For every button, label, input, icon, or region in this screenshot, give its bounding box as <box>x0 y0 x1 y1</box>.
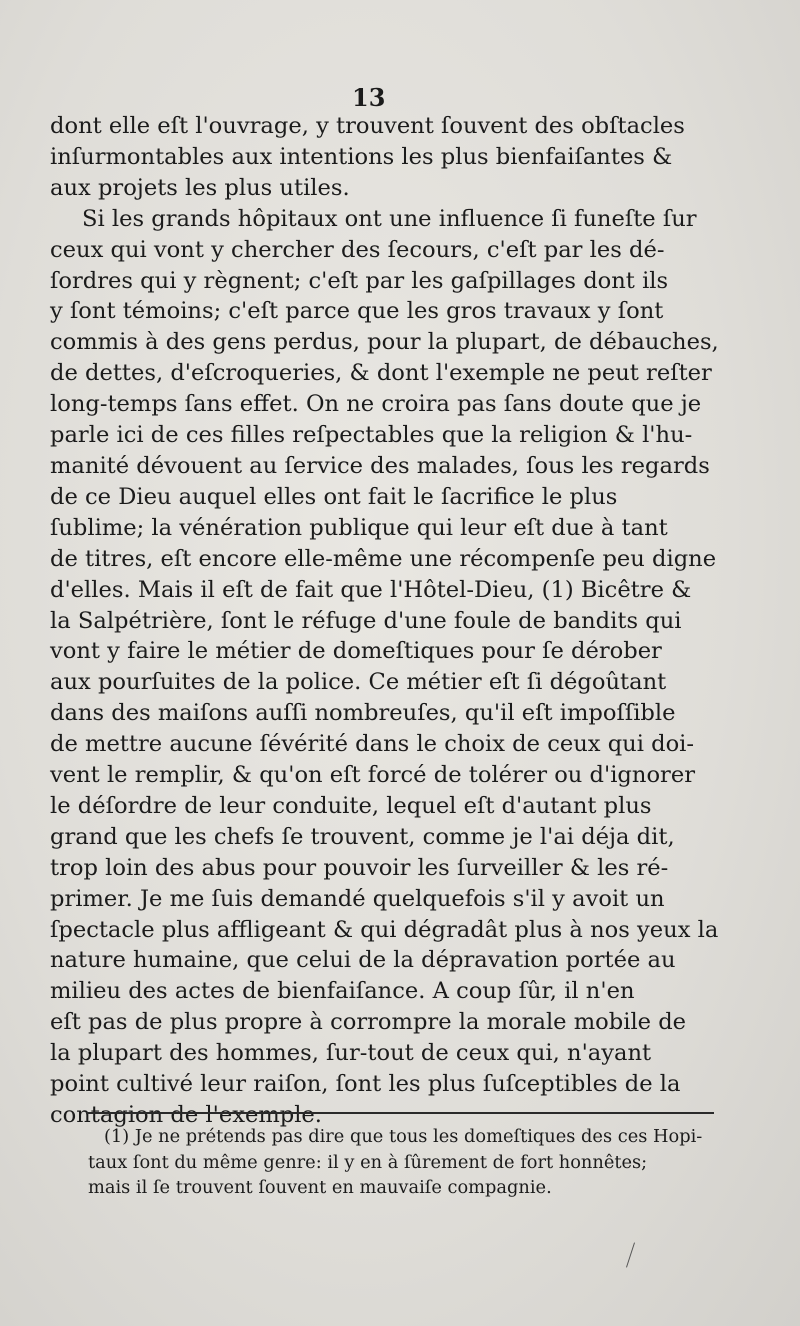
text-line: nature humaine, que celui de la dépravation portée au <box>50 947 676 974</box>
text-line: parle ici de ces filles reſpectables que la religion & l'hu- <box>50 422 693 449</box>
text-line: ceux qui vont y chercher des ſecours, c'eſt par les dé- <box>50 236 665 263</box>
text-line: grand que les chefs ſe trouvent, comme je l'ai déja dit, <box>50 823 675 850</box>
footnote-line: (1) Je ne prétends pas dire que tous les domeſtiques des ces Hopi- <box>104 1126 703 1147</box>
text-line: aux projets les plus utiles. <box>50 174 350 201</box>
text-line: inſurmontables aux intentions les plus bienfaiſantes & <box>50 143 673 170</box>
text-line: vent le remplir, & qu'on eſt forcé de tolérer ou d'ignorer <box>50 762 696 789</box>
text-line: y ſont témoins; c'eſt parce que les gros travaux y ſont <box>50 298 664 325</box>
text-line: la Salpétrière, ſont le réfuge d'une foule de bandits qui <box>50 607 682 634</box>
footnote-divider <box>86 1112 714 1114</box>
text-line: ſublime; la vénération publique qui leur eſt due à tant <box>50 514 668 541</box>
text-line: vont y faire le métier de domeſtiques pour ſe dérober <box>50 638 662 665</box>
text-line: eſt pas de plus propre à corrompre la morale mobile de <box>50 1009 687 1036</box>
text-line: contagion de l'exemple. <box>50 1102 322 1128</box>
text-line: ſordres qui y règnent; c'eſt par les gaſpillages dont ils <box>50 267 669 294</box>
text-line: de mettre aucune ſévérité dans le choix de ceux qui doi- <box>50 731 695 758</box>
paragraph-start-line: Si les grands hôpitaux ont une influence ſi funeſte ſur <box>82 205 697 232</box>
body-text <box>50 111 735 1131</box>
text-line: de ce Dieu auquel elles ont fait le ſacrifice le plus <box>50 483 618 510</box>
text-line: dans des maiſons auſſi nombreuſes, qu'il eſt impoſſible <box>50 700 676 727</box>
footnote-line: taux ſont du même genre: il y en à ſûrement de fort honnêtes; <box>88 1151 648 1173</box>
text-line: dont elle eſt l'ouvrage, y trouvent ſouvent des obſtacles <box>50 113 685 139</box>
text-line: la plupart des hommes, ſur-tout de ceux qui, n'ayant <box>50 1040 652 1067</box>
text-line: manité dévouent au ſervice des malades, ſous les regards <box>50 452 710 479</box>
footnote-line: mais il ſe trouvent ſouvent en mauvaiſe compagnie. <box>88 1177 552 1198</box>
text-line: primer. Je me ſuis demandé quelquefois s'il y avoit un <box>50 885 665 912</box>
text-line: de titres, eſt encore elle-même une récompenſe peu digne <box>50 545 717 572</box>
text-line: milieu des actes de bienfaiſance. A coup ſûr, il n'en <box>50 978 635 1005</box>
page-number: 13 <box>352 83 386 112</box>
text-line: d'elles. Mais il eſt de fait que l'Hôtel-Dieu, (1) Bicêtre & <box>50 576 692 603</box>
text-line: de dettes, d'eſcroqueries, & dont l'exemple ne peut reſter <box>50 360 712 387</box>
paper-mark <box>626 1242 635 1267</box>
text-line: trop loin des abus pour pouvoir les ſurveiller & les ré- <box>50 854 669 881</box>
text-line: le déſordre de leur conduite, lequel eſt d'autant plus <box>50 792 652 819</box>
footnote <box>88 1124 738 1201</box>
text-line: commis à des gens perdus, pour la plupart, de débauches, <box>50 329 719 356</box>
text-line: ſpectacle plus affligeant & qui dégradât plus à nos yeux la <box>50 916 719 943</box>
text-line: long-temps ſans effet. On ne croira pas ſans doute que je <box>50 391 702 418</box>
text-line: aux pourſuites de la police. Ce métier eſt ſi dégoûtant <box>50 669 667 696</box>
text-line: point cultivé leur raiſon, ſont les plus ſuſceptibles de la <box>50 1071 681 1098</box>
